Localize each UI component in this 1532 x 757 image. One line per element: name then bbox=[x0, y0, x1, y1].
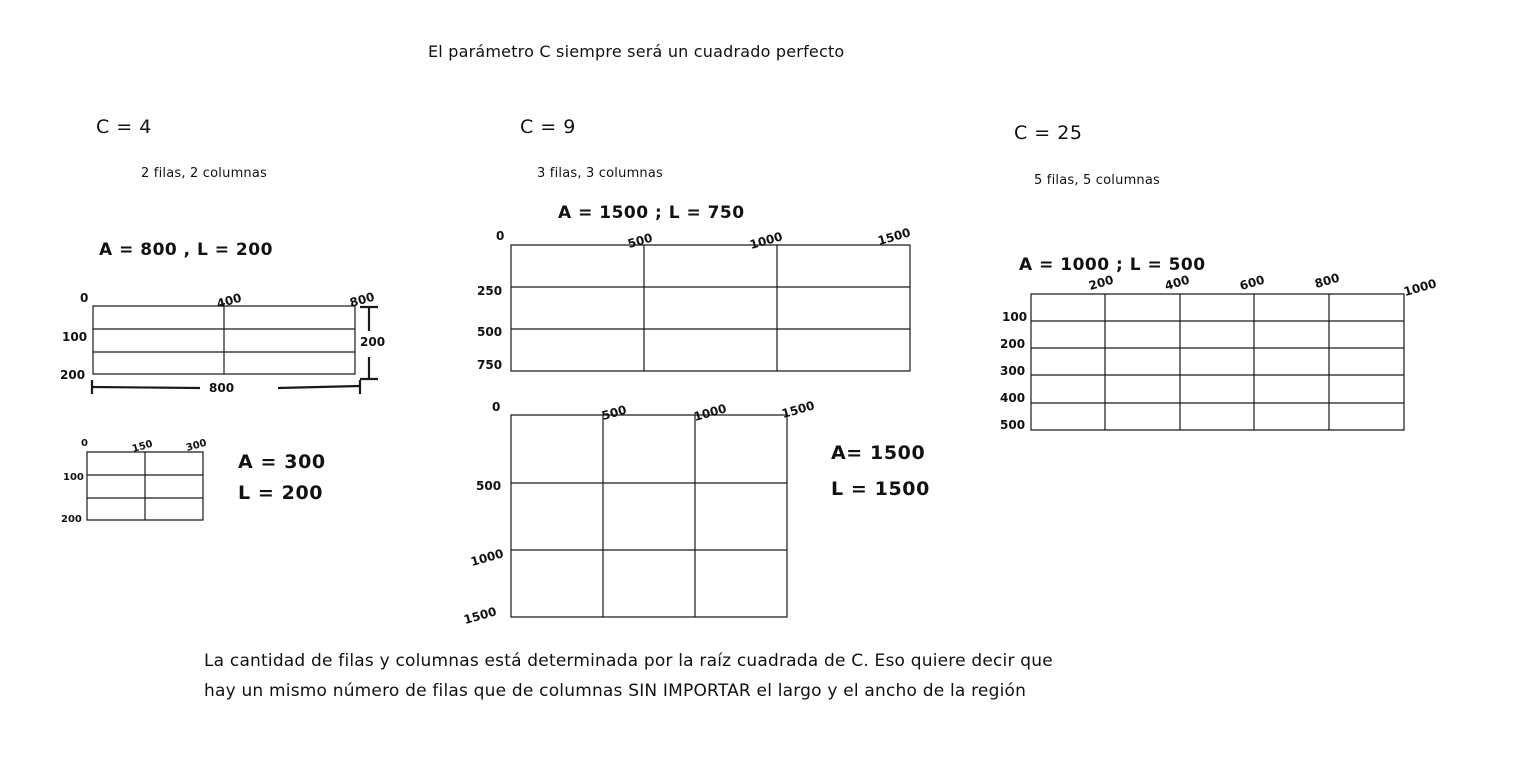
label-c9-fig2-top-500: 500 bbox=[600, 402, 629, 423]
footer-line-1: La cantidad de filas y columnas está determinada por la raíz cuadrada de C. Eso quiere decir que bbox=[204, 651, 1053, 671]
label-c9-fig1-top-500: 500 bbox=[626, 230, 655, 251]
label-c4-fig1-top-0: 0 bbox=[80, 291, 89, 305]
label-c9-fig2-left-1500: 1500 bbox=[462, 604, 499, 627]
label-c9-fig1-top-1000: 1000 bbox=[748, 229, 785, 252]
label-c25-top-800: 800 bbox=[1313, 270, 1342, 291]
group-title-c25: C = 25 bbox=[1014, 122, 1083, 144]
group-title-c4: C = 4 bbox=[96, 116, 152, 138]
footer-line-2: hay un mismo número de filas que de columnas SIN IMPORTAR el largo y el ancho de la región bbox=[204, 681, 1027, 701]
label-c25-left-300: 300 bbox=[1000, 364, 1026, 378]
label-c4-fig1-top-800: 800 bbox=[348, 289, 377, 310]
label-c9-fig2-left-500: 500 bbox=[476, 479, 502, 493]
label-c25-left-200: 200 bbox=[1000, 337, 1026, 351]
formula-c25-fig1: A = 1000 ; L = 500 bbox=[1019, 255, 1206, 275]
label-c9-fig2-left-1000: 1000 bbox=[469, 546, 506, 569]
side-text-c4-fig2-a: A = 300 bbox=[238, 451, 326, 473]
side-text-c4-fig2-l: L = 200 bbox=[238, 482, 324, 504]
grid-c4-fig2 bbox=[86, 451, 206, 523]
formula-c4-fig1: A = 800 , L = 200 bbox=[99, 240, 273, 260]
label-c9-fig1-top-1500: 1500 bbox=[876, 225, 913, 248]
label-c4-fig1-top-400: 400 bbox=[215, 290, 244, 311]
label-c9-fig1-left-750: 750 bbox=[477, 358, 503, 372]
side-text-c9-fig2-l: L = 1500 bbox=[831, 478, 930, 500]
label-c4-fig2-left-200: 200 bbox=[61, 514, 82, 525]
group-title-c9: C = 9 bbox=[520, 116, 576, 138]
page-title: El parámetro C siempre será un cuadrado perfecto bbox=[428, 42, 845, 61]
label-c4-fig1-left-200: 200 bbox=[60, 368, 86, 382]
label-c4-fig2-top-0: 0 bbox=[81, 438, 88, 449]
grid-c25-fig1 bbox=[1030, 293, 1408, 433]
label-c9-fig2-top-0: 0 bbox=[492, 400, 501, 414]
label-c4-fig1-width: 800 bbox=[209, 381, 235, 395]
label-c9-fig2-top-1000: 1000 bbox=[692, 401, 729, 424]
label-c25-left-500: 500 bbox=[1000, 418, 1026, 432]
group-subtitle-c25: 5 filas, 5 columnas bbox=[1034, 173, 1161, 188]
label-c4-fig2-top-150: 150 bbox=[130, 438, 155, 455]
label-c25-top-1000: 1000 bbox=[1402, 276, 1439, 299]
label-c9-fig1-left-500: 500 bbox=[477, 325, 503, 339]
grid-c9-fig2 bbox=[510, 414, 790, 620]
grid-c4-fig1 bbox=[92, 305, 358, 377]
label-c4-fig2-top-300: 300 bbox=[184, 437, 209, 454]
grid-c9-fig1 bbox=[510, 244, 914, 374]
label-c25-top-200: 200 bbox=[1087, 272, 1116, 293]
label-c25-top-600: 600 bbox=[1238, 272, 1267, 293]
label-c9-fig1-left-250: 250 bbox=[477, 284, 503, 298]
label-c4-fig1-left-100: 100 bbox=[62, 330, 88, 344]
label-c25-top-400: 400 bbox=[1163, 272, 1192, 293]
label-c9-fig1-top-0: 0 bbox=[496, 229, 505, 243]
label-c25-left-400: 400 bbox=[1000, 391, 1026, 405]
label-c9-fig2-top-1500: 1500 bbox=[780, 398, 817, 421]
side-text-c9-fig2-a: A= 1500 bbox=[831, 442, 926, 464]
label-c4-fig1-height: 200 bbox=[360, 335, 386, 349]
label-c25-left-100: 100 bbox=[1002, 310, 1028, 324]
formula-c9-fig1: A = 1500 ; L = 750 bbox=[558, 203, 745, 223]
label-c4-fig2-left-100: 100 bbox=[63, 472, 84, 483]
group-subtitle-c9: 3 filas, 3 columnas bbox=[537, 166, 664, 181]
group-subtitle-c4: 2 filas, 2 columnas bbox=[141, 166, 268, 181]
